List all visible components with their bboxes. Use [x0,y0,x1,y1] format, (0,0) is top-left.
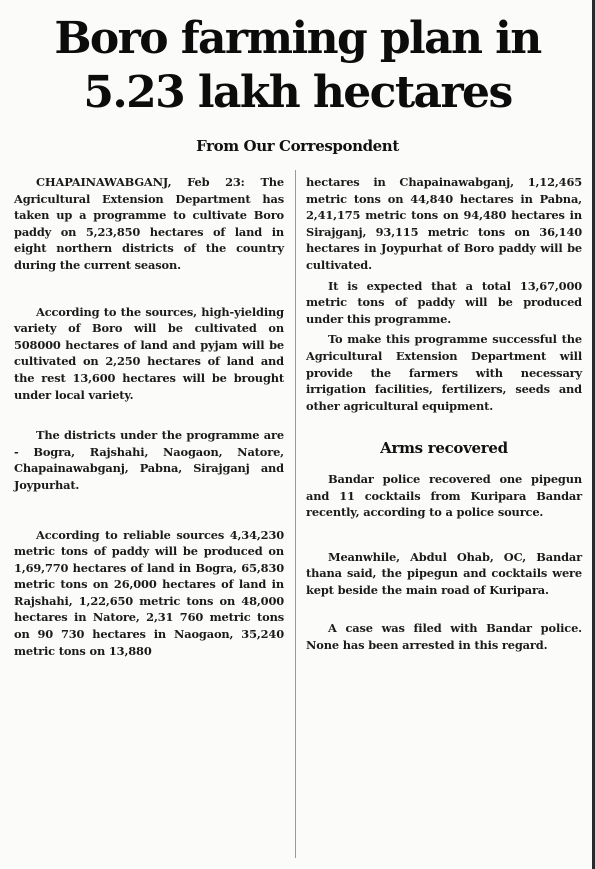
paragraph-districts: The districts under the programme are - Bogra, Rajshahi, Naogaon, Natore, Chapainawabganj, Pabna, Sirajganj and Joypurhat. [14,428,284,492]
article-headline [0,12,595,120]
sidebar-headline: Arms recovered [380,439,508,458]
headline-line-2: 5.23 lakh hectares [83,67,512,118]
sidebar-paragraph-recovery: Bandar police recovered one pipegun and 11 cocktails from Kuripara Bandar recently, according to a police source. [306,471,582,520]
right-column [306,174,582,654]
paragraph-continued: hectares in Chapainawabganj, 1,12,465 metric tons on 44,840 hectares in Pabna, 2,41,175 metric tons on 94,480 hectares in Sirajganj, 93,115 metric tons on 36,140 hectares in Joypurhat of Boro paddy will be cultivated. [306,175,582,272]
paragraph-varieties: According to the sources, high-yielding variety of Boro will be cultivated on 508000 hectares of land and pyjam will be cultivated on 2,250 hectares of land and the rest 13,600 hectares will be brought under local variety. [14,304,284,402]
paragraph-dateline: CHAPAINAWABGANJ, Feb 23: The Agricultural Extension Department has taken up a programme to cultivate Boro paddy on 5,23,850 hectares of land in eight northern districts of the country during the current season. [14,175,284,272]
paragraph-irrigation: To make this programme successful the Agricultural Extension Department will provide the farmers with necessary irrigation facilities, fertilizers, seeds and other agricultural equipment. [306,332,582,413]
paragraph-total: It is expected that a total 13,67,000 metric tons of paddy will be produced under this programme. [306,278,582,326]
column-divider [295,170,296,858]
sidebar-paragraph-case: A case was filed with Bandar police. None has been arrested in this regard. [306,621,582,653]
article-byline: From Our Correspondent [196,137,399,155]
paragraph-production: According to reliable sources 4,34,230 metric tons of paddy will be produced on 1,69,770 hectares of land in Bogra, 65,830 metric tons on 26,000 hectares of land in Rajshahi, 1,22,650 metric tons on 48,000 hectares in Natore, 2,31 760 metric tons on 90 730 hectares in Naogaon, 35,240 metric tons on 13,880 [14,527,284,658]
headline-line-1: Boro farming plan in [54,13,541,64]
left-column [14,174,284,659]
sidebar-paragraph-oc-statement: Meanwhile, Abdul Ohab, OC, Bandar thana said, the pipegun and cocktails were kept beside the main road of Kuripara. [306,549,582,597]
